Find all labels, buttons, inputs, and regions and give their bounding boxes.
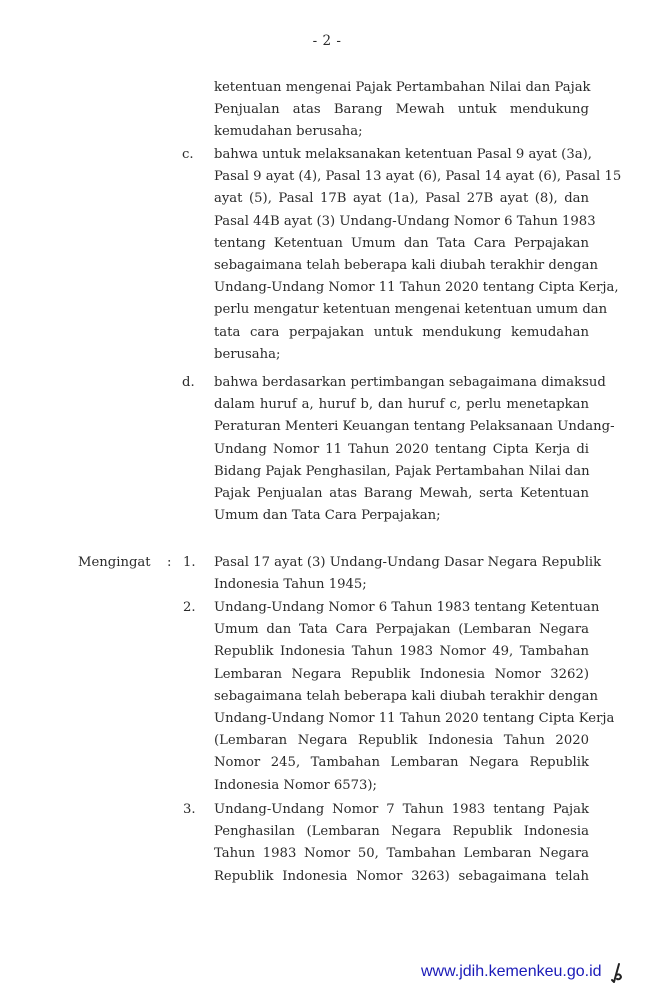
- text-line: sebagaimana telah beberapa kali diubah terakhir dengan: [214, 688, 598, 704]
- text-line: kemudahan berusaha;: [214, 124, 363, 140]
- text-line: bahwa berdasarkan pertimbangan sebagaimana dimaksud: [214, 375, 606, 390]
- menimbang-item-c: [214, 144, 622, 366]
- text-line: Lembaran Negara Republik Indonesia Nomor 3262): [214, 666, 589, 682]
- text-line: Undang-Undang Nomor 11 Tahun 2020 tentang Cipta Kerja: [214, 710, 615, 726]
- text-line: berusaha;: [214, 346, 281, 362]
- item-marker-2: 2.: [183, 600, 196, 615]
- text-line: ketentuan mengenai Pajak Pertambahan Nilai dan Pajak: [214, 80, 591, 95]
- section-label-mengingat: Mengingat: [78, 555, 151, 570]
- text-line: perlu mengatur ketentuan mengenai ketentuan umum dan: [214, 302, 608, 318]
- text-line: Umum dan Tata Cara Perpajakan (Lembaran Negara: [214, 622, 589, 638]
- text-line: Bidang Pajak Penghasilan, Pajak Pertambahan Nilai dan: [214, 463, 590, 479]
- signature-initial-icon: [610, 962, 624, 984]
- text-line: Pasal 9 ayat (4), Pasal 13 ayat (6), Pasal 14 ayat (6), Pasal 15: [214, 169, 622, 185]
- text-line: Undang-Undang Nomor 11 Tahun 2020 tentang Cipta Kerja,: [214, 280, 619, 296]
- text-line: Penghasilan (Lembaran Negara Republik Indonesia: [214, 824, 589, 840]
- text-line: Umum dan Tata Cara Perpajakan;: [214, 508, 441, 524]
- text-line: Indonesia Nomor 6573);: [214, 777, 377, 793]
- text-line: Tahun 1983 Nomor 50, Tambahan Lembaran Negara: [214, 846, 589, 862]
- text-line: Undang-Undang Nomor 7 Tahun 1983 tentang Pajak: [214, 802, 589, 817]
- menimbang-item-d: [214, 372, 615, 527]
- text-line: Republik Indonesia Tahun 1983 Nomor 49, Tambahan: [214, 644, 589, 660]
- section-colon: :: [167, 555, 172, 570]
- item-marker-1: 1.: [183, 555, 196, 570]
- text-line: Undang-Undang Nomor 6 Tahun 1983 tentang Ketentuan: [214, 600, 600, 615]
- text-line: Nomor 245, Tambahan Lembaran Negara Republik: [214, 755, 589, 771]
- text-line: bahwa untuk melaksanakan ketentuan Pasal 9 ayat (3a),: [214, 147, 592, 162]
- mengingat-item-3: [214, 799, 589, 888]
- text-line: Peraturan Menteri Keuangan tentang Pelaksanaan Undang-: [214, 419, 615, 435]
- watermark-url: www.jdih.kemenkeu.go.id: [421, 963, 602, 980]
- page-number: - 2 -: [312, 33, 342, 49]
- text-line: Pasal 17 ayat (3) Undang-Undang Dasar Negara Republik: [214, 555, 602, 570]
- text-line: Penjualan atas Barang Mewah untuk mendukung: [214, 102, 589, 118]
- mengingat-item-1: [214, 552, 602, 596]
- text-line: Indonesia Tahun 1945;: [214, 577, 367, 593]
- text-line: (Lembaran Negara Republik Indonesia Tahun 2020: [214, 733, 589, 749]
- mengingat-item-2: [214, 597, 615, 797]
- text-line: Undang Nomor 11 Tahun 2020 tentang Cipta Kerja di: [214, 441, 589, 457]
- text-line: ayat (5), Pasal 17B ayat (1a), Pasal 27B ayat (8), dan: [214, 191, 589, 207]
- item-marker-c: c.: [182, 147, 194, 162]
- text-line: dalam huruf a, huruf b, dan huruf c, perlu menetapkan: [214, 397, 589, 413]
- text-line: sebagaimana telah beberapa kali diubah terakhir dengan: [214, 257, 598, 273]
- item-marker-d: d.: [182, 375, 195, 390]
- text-line: Pajak Penjualan atas Barang Mewah, serta Ketentuan: [214, 485, 589, 501]
- menimbang-continuation: [214, 77, 589, 144]
- text-line: tata cara perpajakan untuk mendukung kemudahan: [214, 324, 589, 340]
- text-line: Republik Indonesia Nomor 3263) sebagaimana telah: [214, 868, 589, 884]
- text-line: Pasal 44B ayat (3) Undang-Undang Nomor 6 Tahun 1983: [214, 213, 596, 229]
- text-line: tentang Ketentuan Umum dan Tata Cara Perpajakan: [214, 235, 589, 251]
- item-marker-3: 3.: [183, 802, 196, 817]
